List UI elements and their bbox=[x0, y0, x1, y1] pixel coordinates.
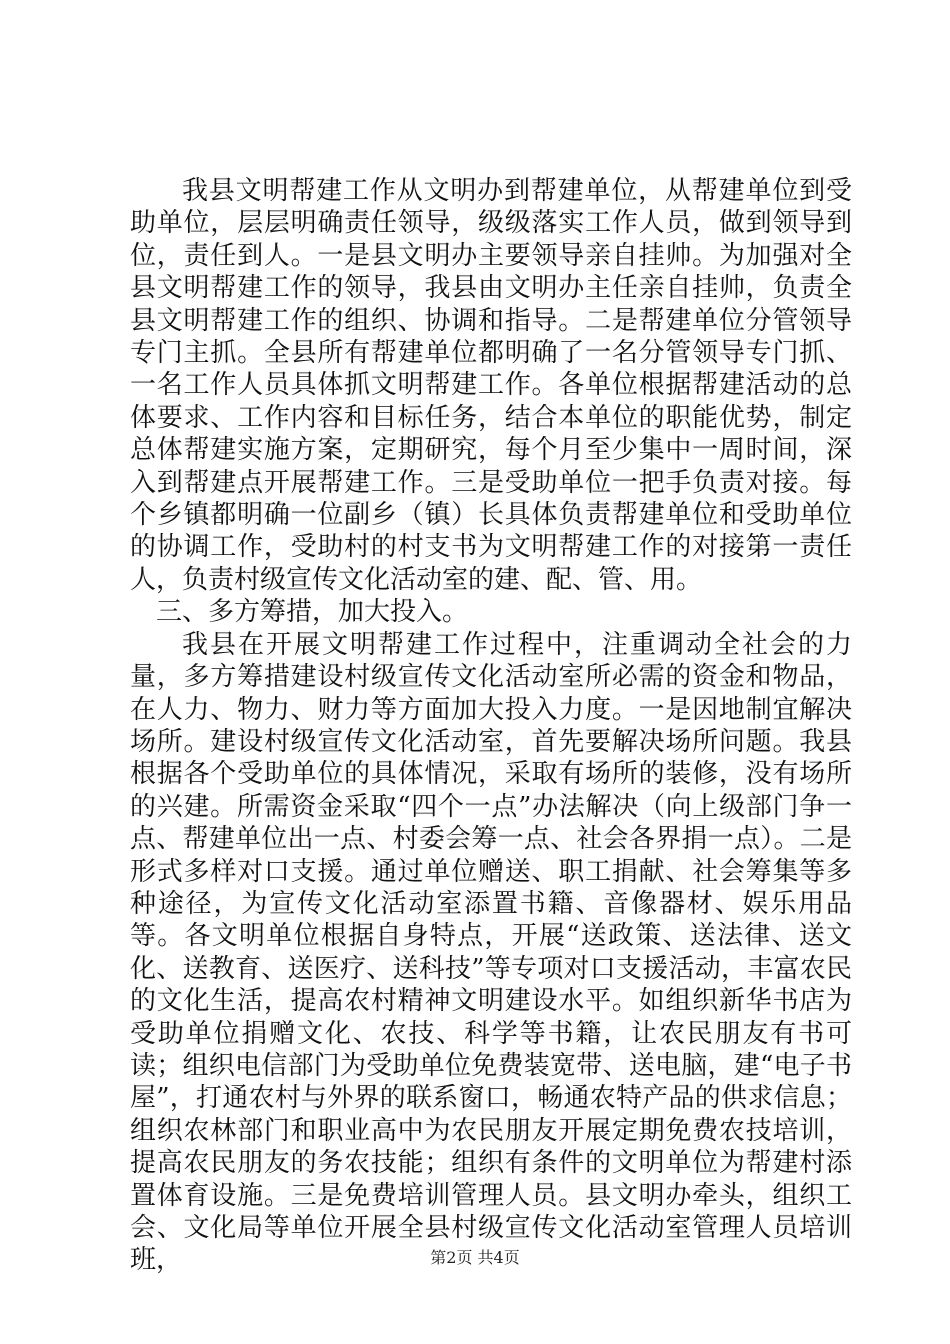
page-number-footer: 第2页 共4页 bbox=[430, 1248, 520, 1267]
paragraph-responsibility: 我县文明帮建工作从文明办到帮建单位，从帮建单位到受助单位，层层明确责任领导，级级落实工作人员，做到领导到位，责任到人。一是县文明办主要领导亲自挂帅。为加强对全县文明帮建工作的领导，我县由文明办主任亲自挂帅，负责全县文明帮建工作的组织、协调和指导。二是帮建单位分管领导专门主抓。全县所有帮建单位都明确了一名分管领导专门抓、一名工作人员具体抓文明帮建工作。各单位根据帮建活动的总体要求、工作内容和目标任务，结合本单位的职能优势，制定总体帮建实施方案，定期研究，每个月至少集中一周时间，深入到帮建点开展帮建工作。三是受助单位一把手负责对接。每个乡镇都明确一位副乡（镇）长具体负责帮建单位和受助单位的协调工作，受助村的村支书为文明帮建工作的对接第一责任人，负责村级宣传文化活动室的建、配、管、用。 bbox=[130, 176, 852, 595]
section-heading-investment: 三、多方筹措，加大投入。 bbox=[156, 597, 469, 628]
paragraph-investment: 我县在开展文明帮建工作过程中，注重调动全社会的力量，多方筹措建设村级宣传文化活动室所必需的资金和物品，在人力、物力、财力等方面加大投入力度。一是因地制宜解决场所。建设村级宣传文化活动室，首先要解决场所问题。我县根据各个受助单位的具体情况，采取有场所的装修，没有场所的兴建。所需资金采取“四个一点”办法解决（向上级部门争一点、帮建单位出一点、村委会筹一点、社会各界捐一点）。二是形式多样对口支援。通过单位赠送、职工捐献、社会筹集等多种途径，为宣传文化活动室添置书籍、音像器材、娱乐用品等。各文明单位根据自身特点，开展“送政策、送法律、送文化、送教育、送医疗、送科技”等专项对口支援活动，丰富农民的文化生活，提高农村精神文明建设水平。如组织新华书店为受助单位捐赠文化、农技、科学等书籍，让农民朋友有书可读；组织电信部门为受助单位免费装宽带、送电脑，建“电子书屋”，打通农村与外界的联系窗口，畅通农特产品的供求信息；组织农林部门和职业高中为农民朋友开展定期免费农技培训，提高农民朋友的务农技能；组织有条件的文明单位为帮建村添置体育设施。三是免费培训管理人员。县文明办牵头，组织工会、文化局等单位开展全县村级宣传文化活动室管理人员培训班， bbox=[130, 629, 852, 1276]
document-body bbox=[130, 175, 852, 1277]
